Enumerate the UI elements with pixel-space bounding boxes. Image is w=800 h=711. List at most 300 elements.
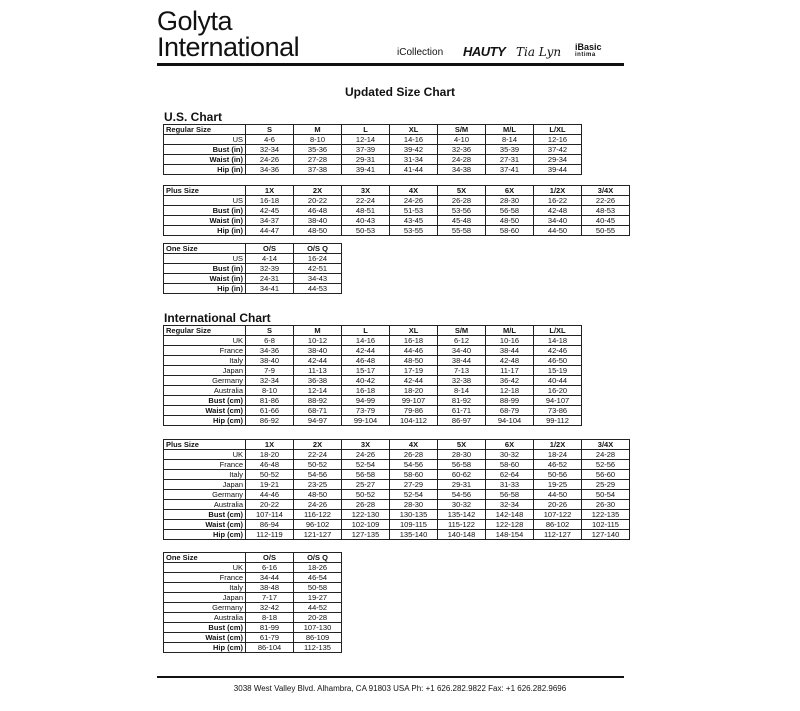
table-cell: 38-48 [246,583,294,593]
table-cell: 16-18 [342,386,390,396]
table-cell: 37-38 [294,165,342,175]
table-cell: 25-27 [342,480,390,490]
table-cell: 18-24 [534,450,582,460]
row-label: Bust (in) [164,264,246,274]
table-cell: 140-148 [438,530,486,540]
row-label: Italy [164,470,246,480]
table-cell: 148-154 [486,530,534,540]
table-cell: 86-109 [294,633,342,643]
row-label: US [164,135,246,145]
brand-tia-lyn: Tia Lyn [516,45,562,59]
table-cell: 44-46 [390,346,438,356]
size-column-header: 3/4X [582,186,630,196]
table-cell: 130-135 [390,510,438,520]
table-cell: 122-128 [486,520,534,530]
table-cell: 127-135 [342,530,390,540]
table-cell: 8-14 [486,135,534,145]
size-column-header: S [246,326,294,336]
table-cell: 39-44 [534,165,582,175]
table-cell: 7-13 [438,366,486,376]
brand-ibasic-name: iBasic [575,42,602,52]
table-row [164,633,342,643]
row-label: Hip (in) [164,284,246,294]
size-group-label: One Size [164,553,246,563]
size-group-label: Regular Size [164,125,246,135]
table-cell: 61-66 [246,406,294,416]
table-cell: 88-92 [294,396,342,406]
table-cell: 32-42 [246,603,294,613]
table-cell: 46-50 [534,356,582,366]
row-label: Bust (cm) [164,623,246,633]
table-cell: 81-99 [246,623,294,633]
table-cell: 58-60 [486,460,534,470]
table-cell: 19-25 [534,480,582,490]
size-column-header: 1/2X [534,186,582,196]
size-column-header: M/L [486,125,534,135]
table-cell: 81-86 [246,396,294,406]
table-cell: 22-24 [294,450,342,460]
table-row [164,530,630,540]
table-cell: 20-26 [534,500,582,510]
table-cell: 58-60 [486,226,534,236]
table-cell: 42-46 [534,346,582,356]
table-cell: 107-130 [294,623,342,633]
row-label: Australia [164,386,246,396]
table-cell: 34-36 [246,165,294,175]
table-cell: 36-38 [294,376,342,386]
table-cell: 44-50 [534,226,582,236]
table-cell: 34-36 [246,346,294,356]
table-row [164,480,630,490]
table-cell: 28-30 [390,500,438,510]
row-label: Italy [164,583,246,593]
row-label: Hip (cm) [164,416,246,426]
us-plus-size-table [163,185,630,236]
row-label: Waist (cm) [164,633,246,643]
table-cell: 53-55 [390,226,438,236]
table-cell: 86-102 [534,520,582,530]
table-cell: 50-52 [246,470,294,480]
table-cell: 86-97 [438,416,486,426]
size-group-label: One Size [164,244,246,254]
table-cell: 10-12 [294,336,342,346]
table-row [164,490,630,500]
table-row [164,376,582,386]
size-column-header: 3X [342,186,390,196]
size-column-header: L/XL [534,326,582,336]
table-cell: 16-22 [534,196,582,206]
table-cell: 34-43 [294,274,342,284]
row-label: Waist (cm) [164,520,246,530]
table-cell: 32-36 [438,145,486,155]
size-column-header: L [342,125,390,135]
table-cell: 109-115 [390,520,438,530]
size-group-label: Plus Size [164,440,246,450]
table-cell: 16-18 [390,336,438,346]
table-cell: 54-56 [294,470,342,480]
table-cell: 6-8 [246,336,294,346]
table-cell: 28-30 [438,450,486,460]
table-cell: 50-52 [342,490,390,500]
table-cell: 48-50 [294,226,342,236]
table-cell: 29-34 [534,155,582,165]
table-cell: 94-104 [486,416,534,426]
table-cell: 56-58 [438,460,486,470]
size-column-header: 2X [294,440,342,450]
table-cell: 27-28 [294,155,342,165]
table-row [164,603,342,613]
table-cell: 42-44 [294,356,342,366]
row-label: Japan [164,593,246,603]
logo-line1: Golyta [157,6,233,36]
table-cell: 29-31 [438,480,486,490]
table-row [164,135,582,145]
table-cell: 28-30 [486,196,534,206]
row-label: Japan [164,366,246,376]
row-label: Australia [164,500,246,510]
table-cell: 48-50 [294,490,342,500]
row-label: Bust (cm) [164,510,246,520]
brand-intima: intima [575,52,596,58]
size-column-header: 6X [486,186,534,196]
table-cell: 46-48 [342,356,390,366]
table-header-row [164,125,582,135]
table-cell: 42-44 [342,346,390,356]
table-cell: 68-71 [294,406,342,416]
row-label: Germany [164,603,246,613]
table-cell: 18-26 [294,563,342,573]
table-cell: 15-17 [342,366,390,376]
table-cell: 102-115 [582,520,630,530]
table-row [164,346,582,356]
table-cell: 38-44 [438,356,486,366]
table-cell: 50-54 [582,490,630,500]
row-label: Bust (cm) [164,396,246,406]
brand-hauty: HAUTY [463,44,506,59]
table-cell: 23-25 [294,480,342,490]
document-title: Updated Size Chart [344,85,455,99]
table-cell: 112-127 [534,530,582,540]
size-column-header: 3X [342,440,390,450]
size-column-header: 1/2X [534,440,582,450]
table-cell: 14-16 [342,336,390,346]
table-cell: 16-20 [534,386,582,396]
table-header-row [164,440,630,450]
size-column-header: S/M [438,326,486,336]
table-cell: 112-119 [246,530,294,540]
table-cell: 86-104 [246,643,294,653]
table-cell: 48-53 [582,206,630,216]
table-cell: 104-112 [390,416,438,426]
row-label: Germany [164,490,246,500]
row-label: Waist (cm) [164,406,246,416]
table-cell: 52-54 [342,460,390,470]
row-label: Hip (cm) [164,530,246,540]
table-header-row [164,326,582,336]
row-label: Italy [164,356,246,366]
table-cell: 32-34 [246,376,294,386]
table-cell: 40-45 [582,216,630,226]
table-cell: 12-16 [534,135,582,145]
table-cell: 50-56 [534,470,582,480]
table-cell: 42-48 [534,206,582,216]
row-label: US [164,196,246,206]
table-cell: 135-140 [390,530,438,540]
table-cell: 31-33 [486,480,534,490]
table-cell: 12-14 [342,135,390,145]
table-cell: 17-19 [390,366,438,376]
table-row [164,416,582,426]
table-cell: 81-92 [438,396,486,406]
size-column-header: O/S Q [294,553,342,563]
table-cell: 22-26 [582,196,630,206]
table-header-row [164,244,342,254]
table-cell: 25-29 [582,480,630,490]
row-label: Germany [164,376,246,386]
size-group-label: Plus Size [164,186,246,196]
table-cell: 99-112 [534,416,582,426]
size-column-header: 6X [486,440,534,450]
table-cell: 26-28 [390,450,438,460]
row-label: Hip (in) [164,165,246,175]
table-row [164,206,630,216]
table-cell: 56-60 [582,470,630,480]
table-cell: 51-53 [390,206,438,216]
table-row [164,274,342,284]
row-label: Australia [164,613,246,623]
table-cell: 4-6 [246,135,294,145]
table-cell: 40-43 [342,216,390,226]
row-label: UK [164,336,246,346]
table-cell: 14-16 [390,135,438,145]
table-cell: 52-56 [582,460,630,470]
table-row [164,593,342,603]
table-row [164,643,342,653]
table-row [164,396,582,406]
table-cell: 4-10 [438,135,486,145]
size-column-header: O/S Q [294,244,342,254]
row-label: UK [164,563,246,573]
us-one-size-table [163,243,342,294]
table-cell: 60-62 [438,470,486,480]
table-cell: 61-79 [246,633,294,643]
table-cell: 27-29 [390,480,438,490]
table-cell: 44-53 [294,284,342,294]
table-cell: 26-30 [582,500,630,510]
table-cell: 34-40 [438,346,486,356]
table-cell: 24-28 [582,450,630,460]
table-row [164,366,582,376]
table-cell: 29-31 [342,155,390,165]
table-cell: 43-45 [390,216,438,226]
size-column-header: S/M [438,125,486,135]
table-cell: 32-34 [486,500,534,510]
table-cell: 32-34 [246,145,294,155]
table-cell: 34-37 [246,216,294,226]
row-label: Bust (in) [164,145,246,155]
table-cell: 11-17 [486,366,534,376]
table-cell: 38-40 [294,216,342,226]
table-cell: 42-48 [486,356,534,366]
table-row [164,460,630,470]
size-column-header: 1X [246,440,294,450]
intl-one-size-table [163,552,342,653]
row-label: Japan [164,480,246,490]
brand-icollection: iCollection [397,47,444,58]
table-row [164,470,630,480]
table-cell: 40-42 [342,376,390,386]
table-cell: 8-18 [246,613,294,623]
table-row [164,520,630,530]
table-cell: 121-127 [294,530,342,540]
size-column-header: 2X [294,186,342,196]
size-column-header: 5X [438,440,486,450]
table-cell: 30-32 [438,500,486,510]
table-header-row [164,553,342,563]
table-cell: 26-28 [438,196,486,206]
row-label: France [164,460,246,470]
table-cell: 44-52 [294,603,342,613]
row-label: UK [164,450,246,460]
table-cell: 37-42 [534,145,582,155]
intl-plus-size-table [163,439,630,540]
table-row [164,583,342,593]
table-cell: 27-31 [486,155,534,165]
table-cell: 50-58 [294,583,342,593]
table-cell: 18-20 [390,386,438,396]
table-row [164,510,630,520]
size-column-header: XL [390,326,438,336]
table-cell: 35-36 [294,145,342,155]
table-cell: 58-60 [390,470,438,480]
size-column-header: 5X [438,186,486,196]
table-cell: 45-48 [438,216,486,226]
table-cell: 26-28 [342,500,390,510]
table-cell: 50-55 [582,226,630,236]
table-cell: 48-50 [486,216,534,226]
table-cell: 44-46 [246,490,294,500]
row-label: Waist (in) [164,155,246,165]
table-cell: 19-27 [294,593,342,603]
table-cell: 46-48 [294,206,342,216]
table-cell: 6-12 [438,336,486,346]
table-cell: 38-44 [486,346,534,356]
table-row [164,284,342,294]
table-cell: 46-52 [534,460,582,470]
table-cell: 52-54 [390,490,438,500]
size-column-header: 1X [246,186,294,196]
row-label: US [164,254,246,264]
table-cell: 7-9 [246,366,294,376]
row-label: Waist (in) [164,216,246,226]
size-column-header: L [342,326,390,336]
table-cell: 46-54 [294,573,342,583]
table-cell: 40-44 [534,376,582,386]
size-column-header: S [246,125,294,135]
table-cell: 32-38 [438,376,486,386]
footer-rule [157,676,624,678]
table-cell: 38-40 [246,356,294,366]
table-row [164,155,582,165]
table-cell: 53-56 [438,206,486,216]
table-cell: 31-34 [390,155,438,165]
table-cell: 18-20 [246,450,294,460]
table-cell: 4-14 [246,254,294,264]
table-cell: 107-122 [534,510,582,520]
table-cell: 50-52 [294,460,342,470]
table-row [164,226,630,236]
table-row [164,216,630,226]
table-cell: 8-14 [438,386,486,396]
intl-regular-size-table [163,325,582,426]
table-row [164,254,342,264]
table-cell: 39-41 [342,165,390,175]
size-column-header: 4X [390,440,438,450]
table-cell: 102-109 [342,520,390,530]
table-row [164,573,342,583]
table-cell: 32-39 [246,264,294,274]
row-label: France [164,573,246,583]
table-row [164,563,342,573]
table-cell: 15-19 [534,366,582,376]
size-column-header: 4X [390,186,438,196]
table-cell: 122-130 [342,510,390,520]
table-row [164,386,582,396]
table-cell: 24-26 [294,500,342,510]
table-cell: 46-48 [246,460,294,470]
table-cell: 79-86 [390,406,438,416]
table-cell: 48-51 [342,206,390,216]
table-cell: 56-58 [486,206,534,216]
table-cell: 37-41 [486,165,534,175]
table-cell: 12-14 [294,386,342,396]
us-chart-title: U.S. Chart [164,110,223,124]
size-column-header: M [294,326,342,336]
table-cell: 94-99 [342,396,390,406]
table-row [164,165,582,175]
size-column-header: M [294,125,342,135]
table-header-row [164,186,630,196]
table-cell: 73-79 [342,406,390,416]
header-rule [157,63,624,66]
table-cell: 135-142 [438,510,486,520]
table-cell: 34-44 [246,573,294,583]
size-group-label: Regular Size [164,326,246,336]
table-cell: 48-50 [390,356,438,366]
table-cell: 39-42 [390,145,438,155]
table-cell: 38-40 [294,346,342,356]
table-row [164,145,582,155]
table-cell: 10-16 [486,336,534,346]
table-row [164,196,630,206]
international-chart-title: International Chart [164,311,271,325]
table-cell: 16-24 [294,254,342,264]
table-cell: 54-56 [438,490,486,500]
table-cell: 20-22 [294,196,342,206]
table-row [164,500,630,510]
table-cell: 122-135 [582,510,630,520]
table-cell: 73-86 [534,406,582,416]
row-label: Hip (in) [164,226,246,236]
table-cell: 99-107 [390,396,438,406]
size-column-header: L/XL [534,125,582,135]
table-cell: 96-102 [294,520,342,530]
table-cell: 55-58 [438,226,486,236]
brand-ibasic [575,43,602,58]
table-cell: 8-10 [294,135,342,145]
table-cell: 94-97 [294,416,342,426]
table-cell: 94-107 [534,396,582,406]
